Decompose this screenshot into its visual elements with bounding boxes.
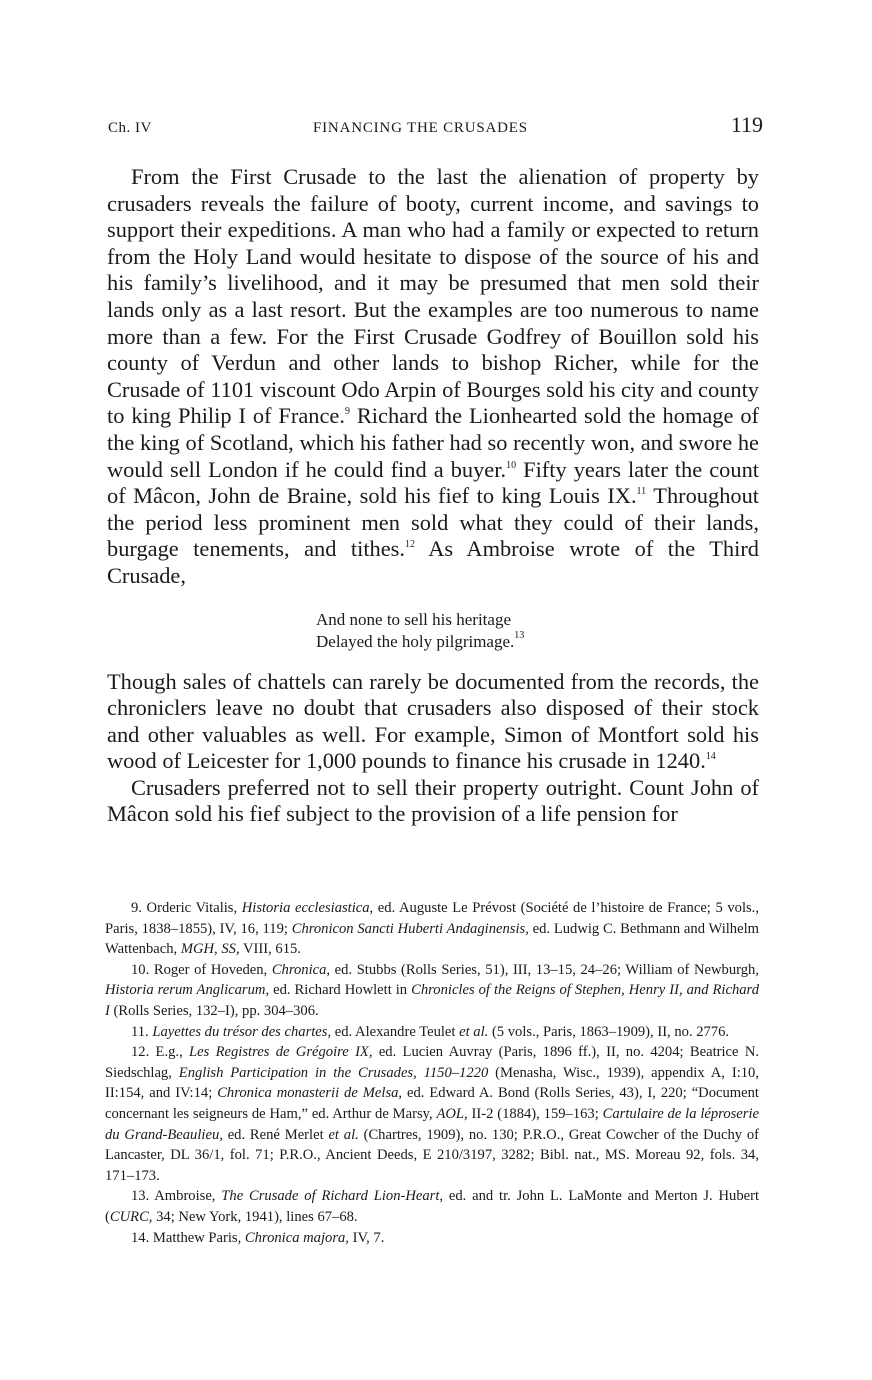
footnote-ref-10: 10 — [506, 459, 517, 471]
fn-text: 12. E.g., — [131, 1044, 190, 1061]
fn-text: ed. Edward A. Bond (Rolls Series, 43), I, 220; “Document concernant les seigneurs de Ham,” ed. Arthur de Marsy, — [105, 1085, 759, 1122]
verse-line-2 — [316, 631, 759, 653]
chapter-label: Ch. IV — [108, 120, 152, 136]
fn-text: ed. Alexandre Teulet — [331, 1023, 460, 1040]
footnote-ref-9: 9 — [344, 406, 350, 418]
footnote-11 — [105, 1022, 759, 1043]
fn-text: ed. Stubbs (Rolls Series, 51), III, 13–15, 24–26; William of Newburgh, — [330, 961, 759, 978]
footnote-10 — [105, 960, 759, 1022]
fn-text: (Rolls Series, 132–I), pp. 304–306. — [109, 1002, 319, 1019]
fn-text: 10. Roger of Hoveden, — [131, 961, 272, 978]
text-run: Delayed the holy pilgrimage. — [316, 631, 515, 651]
footnote-ref-12: 12 — [405, 539, 415, 551]
fn-text: 34; New York, 1941), lines 67–68. — [152, 1208, 358, 1225]
fn-text: ed. René Merlet — [222, 1126, 329, 1143]
fn-text: ed. and tr. John L. LaMonte and Merton J. Hubert ( — [105, 1188, 760, 1225]
fn-text: (Menasha, Wisc., 1939), appendix A, I:10, II:154, and IV:14; — [105, 1064, 759, 1102]
fn-text: ed. Auguste Le Prévost (Société de l’histoire de France; 5 vols., Paris, 1838–1855), IV, 16, 119; — [105, 900, 759, 937]
fn-title: Chronica monasterii de Melsa, — [217, 1085, 403, 1102]
fn-title: English Participation in the Crusades, 1150–1220 — [178, 1064, 489, 1081]
fn-title: Chronica, — [271, 961, 331, 978]
fn-title: Historia rerum Anglicarum, — [105, 982, 270, 999]
fn-text: (Chartres, 1909), no. 130; P.R.O., Great Cowcher of the Duchy of Lancaster, DL 36/1, fol. 71; P.R.O., Ancient Deeds, E 210/3197, 3282; Bibl. nat., MS. Moreau 92, fols. 34, 171–173. — [105, 1126, 759, 1184]
text-run: Throughout the period less prominent men sold what they could of their lands, burgage tenements, and tithes. — [107, 483, 759, 562]
footnote-9 — [105, 898, 759, 960]
footnote-ref-13: 13 — [514, 629, 525, 641]
fn-text: 9. Orderic Vitalis, — [131, 900, 242, 916]
fn-text: IV, 7. — [348, 1229, 385, 1246]
fn-title: Chronicles of the Reigns of Stephen, Henry II, and Richard I — [105, 982, 759, 1019]
page-number: 119 — [730, 112, 763, 137]
fn-text: 11. — [131, 1023, 153, 1040]
text-run: Fifty years later the count of Mâcon, John de Braine, sold his fief to king Louis IX. — [107, 456, 759, 509]
fn-title: Cartulaire de la léproserie du Grand-Beaulieu, — [105, 1105, 759, 1143]
fn-title: Layettes du trésor des chartes, — [152, 1023, 332, 1040]
fn-text: II-2 (1884), 159–163; — [467, 1105, 603, 1122]
verse-quote — [316, 609, 759, 653]
fn-title: CURC, — [109, 1208, 153, 1225]
footnote-12 — [105, 1042, 759, 1186]
footnote-13 — [105, 1186, 759, 1227]
running-title: FINANCING THE CRUSADES — [313, 120, 528, 136]
text-run: Richard the Lionhearted sold the homage of the king of Scotland, which his father had so recently won, and swore he would sell London if he could find a buyer. — [107, 403, 759, 482]
fn-text: ed. Lucien Auvray (Paris, 1896 ff.), II, no. 4204; Beatrice N. Siedschlag, — [105, 1044, 760, 1081]
main-text — [107, 164, 759, 828]
fn-title: MGH, SS, — [180, 941, 240, 958]
text-run: From the First Crusade to the last the alienation of property by crusaders reveals the failure of booty, current income, and savings to support their expeditions. A man who had a family or expected to return from the Holy Land would hesitate to dispose of the source of his and his family’s livelihood, and it may be presumed that men sold their lands only as a last resort. But the examples are too numerous to name more than a few. For the First Crusade Godfrey of Bouillon sold his county of Verdun and other lands to bishop Richer, while for the Crusade of 1101 viscount Odo Arpin of Bourges sold his city and county to king Philip I of France. — [107, 164, 759, 429]
fn-text: ed. Richard Howlett in — [269, 982, 412, 999]
fn-title: The Crusade of Richard Lion-Heart, — [221, 1188, 444, 1205]
running-header — [108, 112, 763, 142]
fn-title: Chronica majora, — [244, 1229, 349, 1246]
fn-title: Chronicon Sancti Huberti Andaginensis, — [291, 920, 529, 937]
fn-text: VIII, 615. — [239, 941, 301, 958]
fn-text: ed. Ludwig C. Bethmann and Wilhelm Wattenbach, — [105, 920, 759, 958]
fn-title: AOL, — [436, 1105, 468, 1122]
verse-line-1: And none to sell his heritage — [316, 609, 511, 629]
fn-title: Historia ecclesiastica, — [241, 900, 374, 916]
fn-title: et al. — [328, 1126, 359, 1143]
footnote-ref-11: 11 — [636, 486, 647, 498]
fn-title: et al. — [459, 1023, 489, 1040]
paragraph-3: Crusaders preferred not to sell their property outright. Count John of Mâcon sold his fief subject to the provision of a life pension for — [107, 774, 759, 827]
paragraph-1 — [107, 164, 759, 590]
text-run: As Ambroise wrote of the Third Crusade, — [107, 536, 759, 588]
footnotes — [105, 898, 759, 1248]
footnote-ref-14: 14 — [705, 751, 716, 763]
fn-text: (5 vols., Paris, 1863–1909), II, no. 2776. — [488, 1023, 730, 1040]
paragraph-2 — [107, 669, 759, 775]
fn-text: 13. Ambroise, — [131, 1188, 222, 1205]
fn-text: 14. Matthew Paris, — [131, 1229, 245, 1246]
fn-title: Les Registres de Grégoire IX, — [189, 1044, 373, 1061]
footnote-14 — [105, 1228, 759, 1249]
text-run: Though sales of chattels can rarely be documented from the records, the chroniclers leave no doubt that crusaders also disposed of their stock and other valuables as well. For example, Simon of Montfort sold his wood of Leicester for 1,000 pounds to finance his crusade in 1240. — [107, 668, 759, 774]
